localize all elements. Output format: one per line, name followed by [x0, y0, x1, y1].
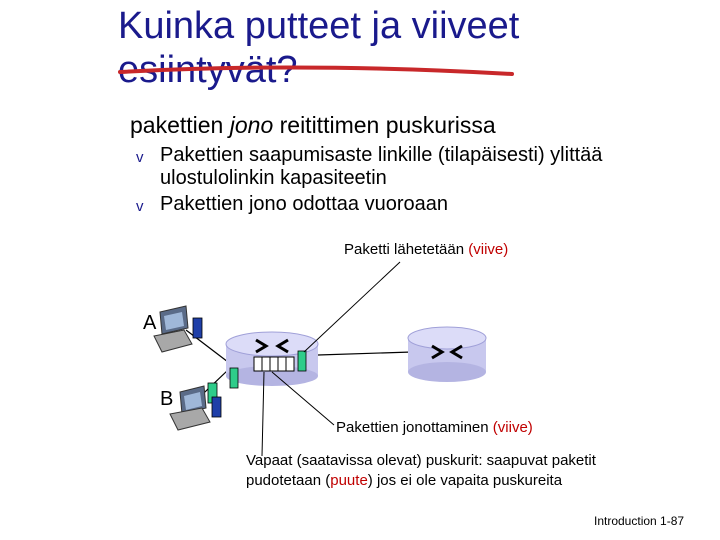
bullet-check-icon: v: [136, 149, 144, 166]
label-buffer-post: ) jos ei ole vapaita puskureita: [367, 472, 563, 489]
queued-packet: [230, 368, 238, 388]
host-a-label: A: [143, 312, 157, 334]
link-a-to-router: [186, 330, 228, 362]
title-line-2: esiintyvät?: [118, 49, 298, 91]
packet-in-transit-b-blue: [212, 397, 221, 417]
label-buffer-pre: pudotetaan (: [246, 472, 331, 489]
label-buffer: [246, 451, 596, 491]
title-underline: [120, 67, 512, 74]
subtitle-emphasis: jono: [229, 112, 274, 138]
subtitle-pre: pakettien: [130, 112, 230, 138]
bullet-text: Pakettien saapumisaste linkille (tilapäisesti) ylittää ulostulolinkin kapasiteetin: [160, 144, 603, 189]
label-buffer-line-1: Vapaat (saatavissa olevat) puskurit: saapuvat paketit: [246, 452, 596, 469]
callout-transmit: [304, 262, 400, 352]
label-buffer-line-2: [246, 471, 596, 491]
queued-packet: [298, 351, 306, 371]
label-buffer-loss: puute: [330, 472, 368, 489]
host-b-computer-icon: [170, 386, 210, 430]
label-queue-text: Pakettien jonottaminen: [336, 419, 493, 436]
label-queue-delay: (viive): [492, 419, 533, 436]
label-transmit-delay: (viive): [468, 241, 509, 258]
label-transmit-text: Paketti lähetetään: [344, 241, 469, 258]
host-b-label: B: [160, 388, 174, 410]
title-line-1: Kuinka putteet ja viiveet: [118, 5, 520, 47]
host-a-computer-icon: [154, 306, 192, 352]
label-queue: [336, 419, 533, 436]
bullet-text: Pakettien jono odottaa vuoroaan: [160, 193, 448, 215]
packet-in-transit-a: [193, 318, 202, 338]
slide-footer: Introduction 1-87: [594, 514, 685, 528]
subtitle-post: reitittimen puskurissa: [273, 112, 496, 138]
output-queue: [254, 357, 294, 371]
router-right: [408, 327, 486, 382]
label-transmit: [344, 241, 508, 258]
link-router-to-router: [318, 352, 412, 355]
bullet-check-icon: v: [136, 198, 144, 215]
